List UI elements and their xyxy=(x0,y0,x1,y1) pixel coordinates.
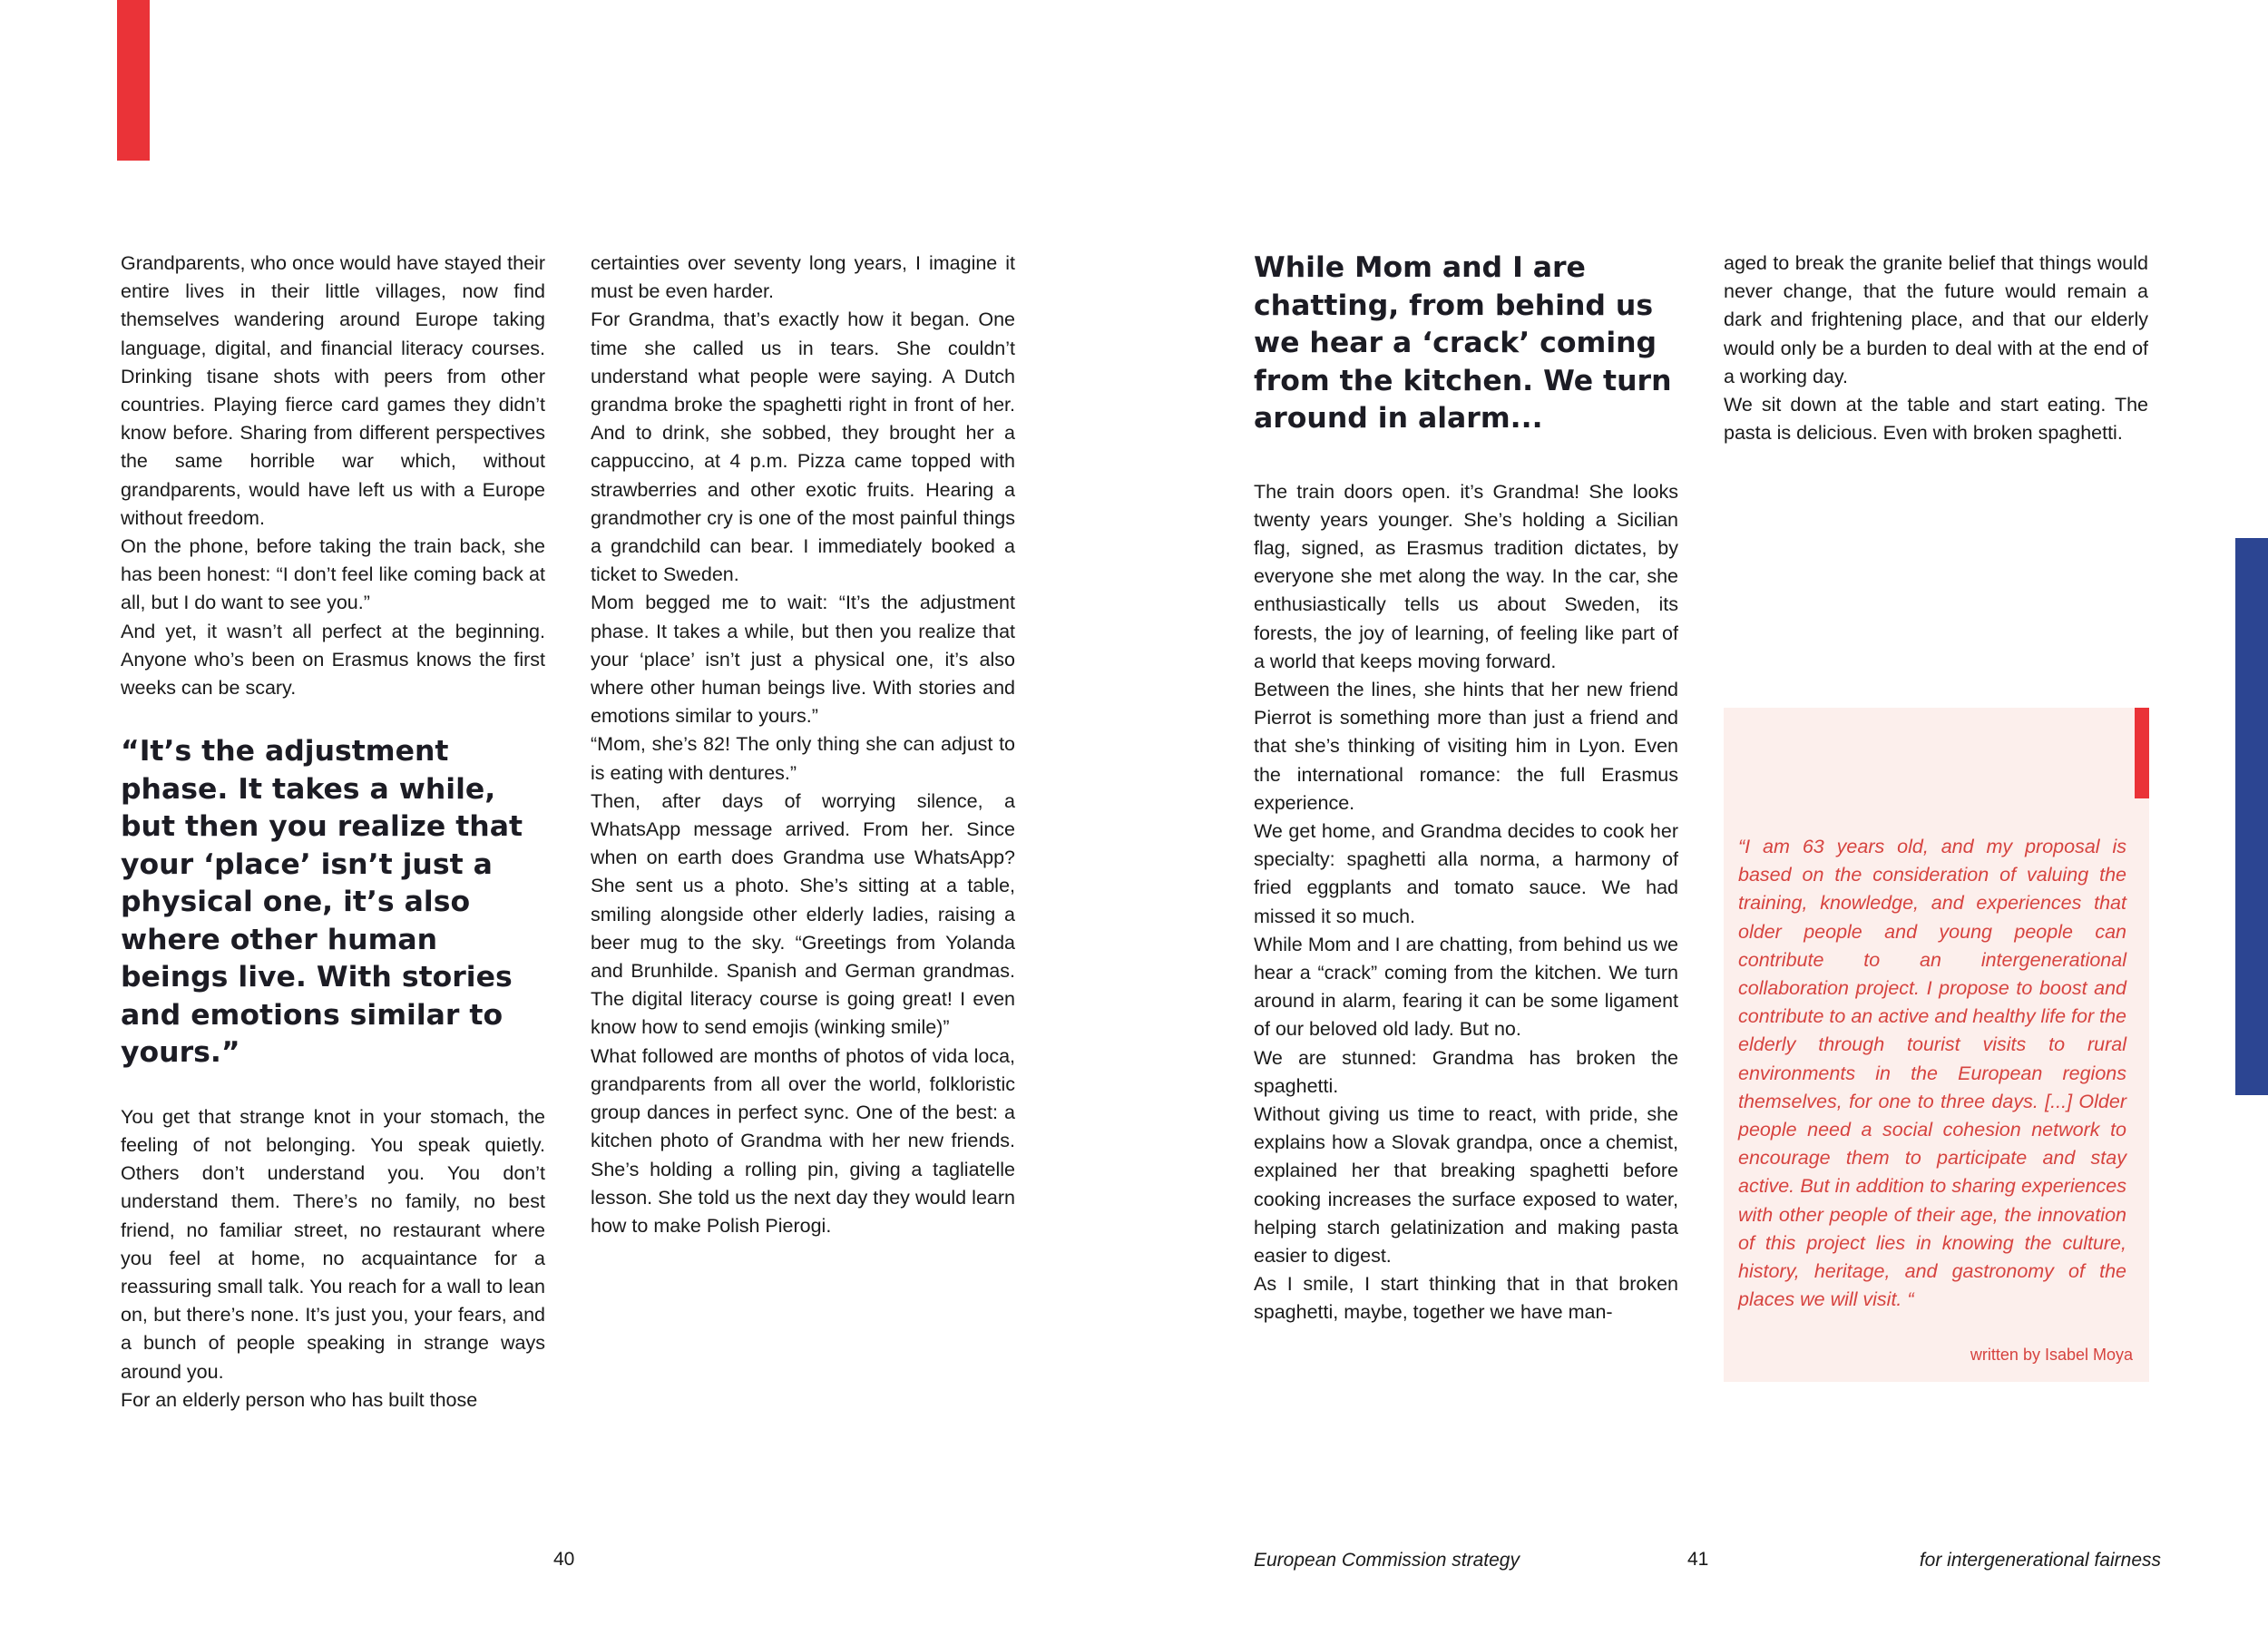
paragraph: For an elderly person who has built those xyxy=(121,1388,478,1411)
paragraph: We sit down at the table and start eating. The pasta is delicious. Even with broken spaghetti. xyxy=(1724,394,2148,445)
column-1-top-text xyxy=(121,250,545,702)
paragraph: Mom begged me to wait: “It’s the adjustment phase. It takes a while, but then you realize that your ‘place’ isn’t just a physical one, it’s also where other human beings live. With stories and emotions similar to yours.” xyxy=(591,592,1015,728)
paragraph: We get home, and Grandma decides to cook her specialty: spaghetti alla norma, a harmony of fried eggplants and tomato sauce. We had missed it so much. xyxy=(1254,819,1678,927)
page-number-left: 40 xyxy=(553,1549,575,1570)
right-page-column-3 xyxy=(1254,250,1678,1327)
blue-accent-bar xyxy=(2235,538,2268,1095)
paragraph: On the phone, before taking the train back, she has been honest: “I don’t feel like coming back at all, but I do want to see you.” xyxy=(121,535,545,614)
paragraph: And yet, it wasn’t all perfect at the beginning. Anyone who’s been on Erasmus knows the first weeks can be scary. xyxy=(121,620,545,700)
left-page-column-1 xyxy=(121,250,545,1415)
paragraph: Between the lines, she hints that her new friend Pierrot is something more than just a friend and that she’s thinking of visiting him in Lyon. Even the international romance: the full Erasmus experience. xyxy=(1254,678,1678,814)
testimonial-accent-bar xyxy=(2135,708,2149,798)
paragraph: The train doors open. it’s Grandma! She looks twenty years younger. She’s holding a Sicilian flag, signed, as Erasmus tradition dictates, by everyone she met along the way. In the car, she enthusiastically tells us about Sweden, its forests, the joy of learning, of feeling like part of a world that keeps moving forward. xyxy=(1254,480,1678,672)
footer-subtitle: for intergenerational fairness xyxy=(1919,1550,2161,1571)
column-3-text xyxy=(1254,478,1678,1327)
footer-publication-title: European Commission strategy xyxy=(1254,1550,1520,1571)
column-4-text xyxy=(1724,250,2148,447)
paragraph: aged to break the granite belief that things would never change, that the future would remain a dark and frightening place, and that our elderly would only be a burden to deal with at the end of a working day. xyxy=(1724,252,2148,387)
section-heading: While Mom and I are chatting, from behind us we hear a ‘crack’ coming from the kitchen. We turn around in alarm... xyxy=(1254,251,1672,435)
left-page-column-2 xyxy=(591,250,1015,1240)
paragraph: While Mom and I are chatting, from behind us we hear a “crack” coming from the kitchen. We turn around in alarm, fearing it can be some ligament of our beloved old lady. But no. xyxy=(1254,933,1678,1041)
page-number-right: 41 xyxy=(1687,1549,1709,1570)
testimonial-text: “I am 63 years old, and my proposal is based on the consideration of valuing the training, knowledge, and experiences that older people and young people can contribute to an intergenerational collaboration project. I propose to boost and contribute to an active and healthy life for the elderly through tourist visits to rural environments in the European regions themselves, for one to three days. [...] Older people need a social cohesion network to encourage them to participate and stay active. But in addition to sharing experiences with other people of their age, the innovation of this project lies in knowing the culture, history, heritage, and gastronomy of the places we will visit. “ xyxy=(1738,836,2126,1311)
column-1-bottom-text xyxy=(121,1103,545,1415)
paragraph: As I smile, I start thinking that in that broken spaghetti, maybe, together we have man- xyxy=(1254,1273,1678,1324)
testimonial-author: written by Isabel Moya xyxy=(1970,1346,2133,1364)
column-2-text xyxy=(591,250,1015,1240)
paragraph: For Grandma, that’s exactly how it began. One time she called us in tears. She couldn’t understand what people were saying. A Dutch grandma broke the spaghetti right in front of her. And to drink, she sobbed, they brought her a cappuccino, at 4 p.m. Pizza came topped with strawberries and other exotic fruits. Hearing a grandmother cry is one of the most painful things a grandchild can bear. I immediately booked a ticket to Sweden. xyxy=(591,308,1015,586)
paragraph: “Mom, she’s 82! The only thing she can adjust to is eating with dentures.” xyxy=(591,733,1015,784)
paragraph: Without giving us time to react, with pride, she explains how a Slovak grandpa, once a chemist, explained her that breaking spaghetti before cooking increases the surface exposed to water, helping starch gelatinization and making pasta easier to digest. xyxy=(1254,1102,1678,1267)
testimonial-box xyxy=(1724,708,2149,1382)
paragraph: certainties over seventy long years, I imagine it must be even harder. xyxy=(591,252,1015,303)
paragraph: Then, after days of worrying silence, a WhatsApp message arrived. From her. Since when on earth does Grandma use WhatsApp? She sent us a photo. She’s sitting at a table, smiling alongside other elderly ladies, raising a beer mug to the sky. “Greetings from Yolanda and Brunhilde. Spanish and German grandmas. The digital literacy course is going great! I even know how to send emojis (winking smile)” xyxy=(591,789,1015,1039)
paragraph: We are stunned: Grandma has broken the spaghetti. xyxy=(1254,1046,1678,1097)
paragraph: Grandparents, who once would have stayed their entire lives in their little villages, now find themselves wandering around Europe taking language, digital, and financial literacy courses. Drinking tisane shots with peers from other countries. Playing fierce card games they didn’t know before. Sharing from different perspectives the same horrible war which, without grandparents, would have left us with a Europe without freedom. xyxy=(121,252,545,529)
right-page-column-4 xyxy=(1724,250,2148,447)
red-accent-bar xyxy=(117,0,150,161)
paragraph: You get that strange knot in your stomach, the feeling of not belonging. You speak quietly. Others don’t understand you. You don’t understand them. There’s no family, no best friend, no familiar street, no restaurant where you feel at home, no acquaintance for a reassuring small talk. You reach for a wall to lean on, but there’s none. It’s just you, your fears, and a bunch of people speaking in strange ways around you. xyxy=(121,1105,545,1383)
paragraph: What followed are months of photos of vida loca, grandparents from all over the world, folkloristic group dances in perfect sync. One of the best: a kitchen photo of Grandma with her new friends. She’s holding a rolling pin, giving a tagliatelle lesson. She told us the next day they would learn how to make Polish Pierogi. xyxy=(591,1044,1015,1237)
pull-quote: “It’s the adjustment phase. It takes a while, but then you realize that your ‘place’ isn’t just a physical one, it’s also where other human beings live. With stories and emotions similar to yours.” xyxy=(121,735,523,1070)
